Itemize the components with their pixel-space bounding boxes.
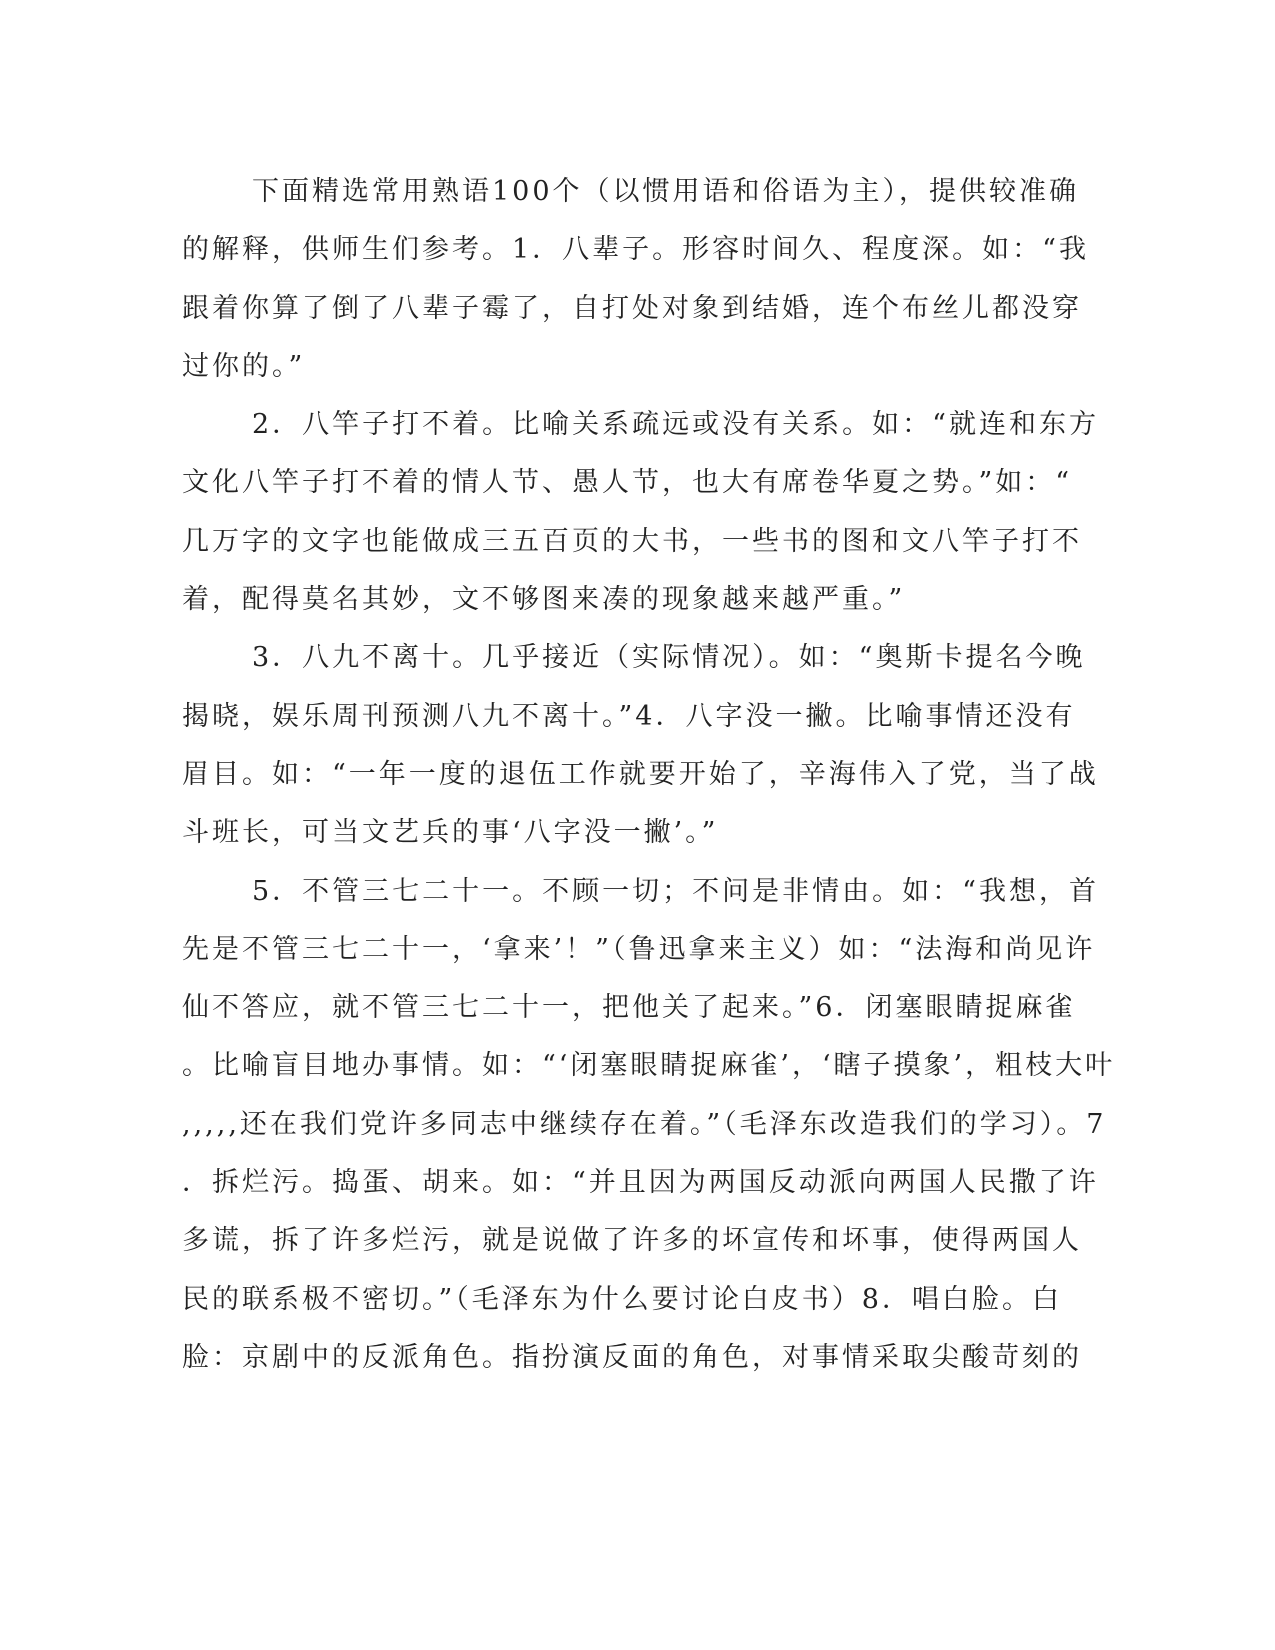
text-line: 的解释，供师生们参考。1．八辈子。形容时间久、程度深。如：“我: [182, 234, 1089, 266]
text-line: ,,,,,还在我们党许多同志中继续存在着。”（毛泽东改造我们的学习）。7: [182, 1108, 1107, 1140]
text-line: 跟着你算了倒了八辈子霉了，自打处对象到结婚，连个布丝儿都没穿: [182, 292, 1082, 324]
text-line: 5．不管三七二十一。不顾一切；不问是非情由。如：“我想，首: [252, 875, 1099, 907]
text-line: ．拆烂污。捣蛋、胡来。如：“并且因为两国反动派向两国人民撒了许: [182, 1167, 1099, 1199]
text-line: 下面精选常用熟语100个（以惯用语和俗语为主），提供较准确: [252, 176, 1080, 207]
text-line: 斗班长，可当文艺兵的事‘八字没一撇’。”: [182, 817, 719, 849]
text-line: 。比喻盲目地办事情。如：“‘闭塞眼睛捉麻雀’，‘瞎子摸象’，粗枝大叶: [182, 1050, 1116, 1082]
text-line: 脸：京剧中的反派角色。指扮演反面的角色，对事情采取尖酸苛刻的: [182, 1341, 1082, 1373]
text-line: 眉目。如：“一年一度的退伍工作就要开始了，辛海伟入了党，当了战: [182, 758, 1099, 790]
text-line: 先是不管三七二十一，‘拿来’！”（鲁迅拿来主义）如：“法海和尚见许: [182, 933, 1096, 965]
text-line: 文化八竿子打不着的情人节、愚人节，也大有席卷华夏之势。”如：“: [182, 467, 1073, 499]
text-line: 几万字的文字也能做成三五百页的大书，一些书的图和文八竿子打不: [182, 525, 1082, 557]
text-line: 着，配得莫名其妙，文不够图来凑的现象越来越严重。”: [182, 584, 906, 616]
text-line: 民的联系极不密切。”（毛泽东为什么要讨论白皮书）8．唱白脸。白: [182, 1283, 1062, 1315]
body-text: [182, 163, 1116, 1387]
text-line: 3．八九不离十。几乎接近（实际情况）。如：“奥斯卡提名今晚: [252, 642, 1086, 674]
text-line: 2．八竿子打不着。比喻关系疏远或没有关系。如：“就连和东方: [252, 409, 1099, 441]
text-line: 仙不答应，就不管三七二十一，把他关了起来。”6．闭塞眼睛捉麻雀: [182, 992, 1076, 1024]
text-line: 揭晓，娱乐周刊预测八九不离十。”4．八字没一撇。比喻事情还没有: [182, 700, 1076, 732]
text-line: 多谎，拆了许多烂污，就是说做了许多的坏宣传和坏事，使得两国人: [182, 1225, 1082, 1257]
text-line: 过你的。”: [182, 350, 306, 382]
